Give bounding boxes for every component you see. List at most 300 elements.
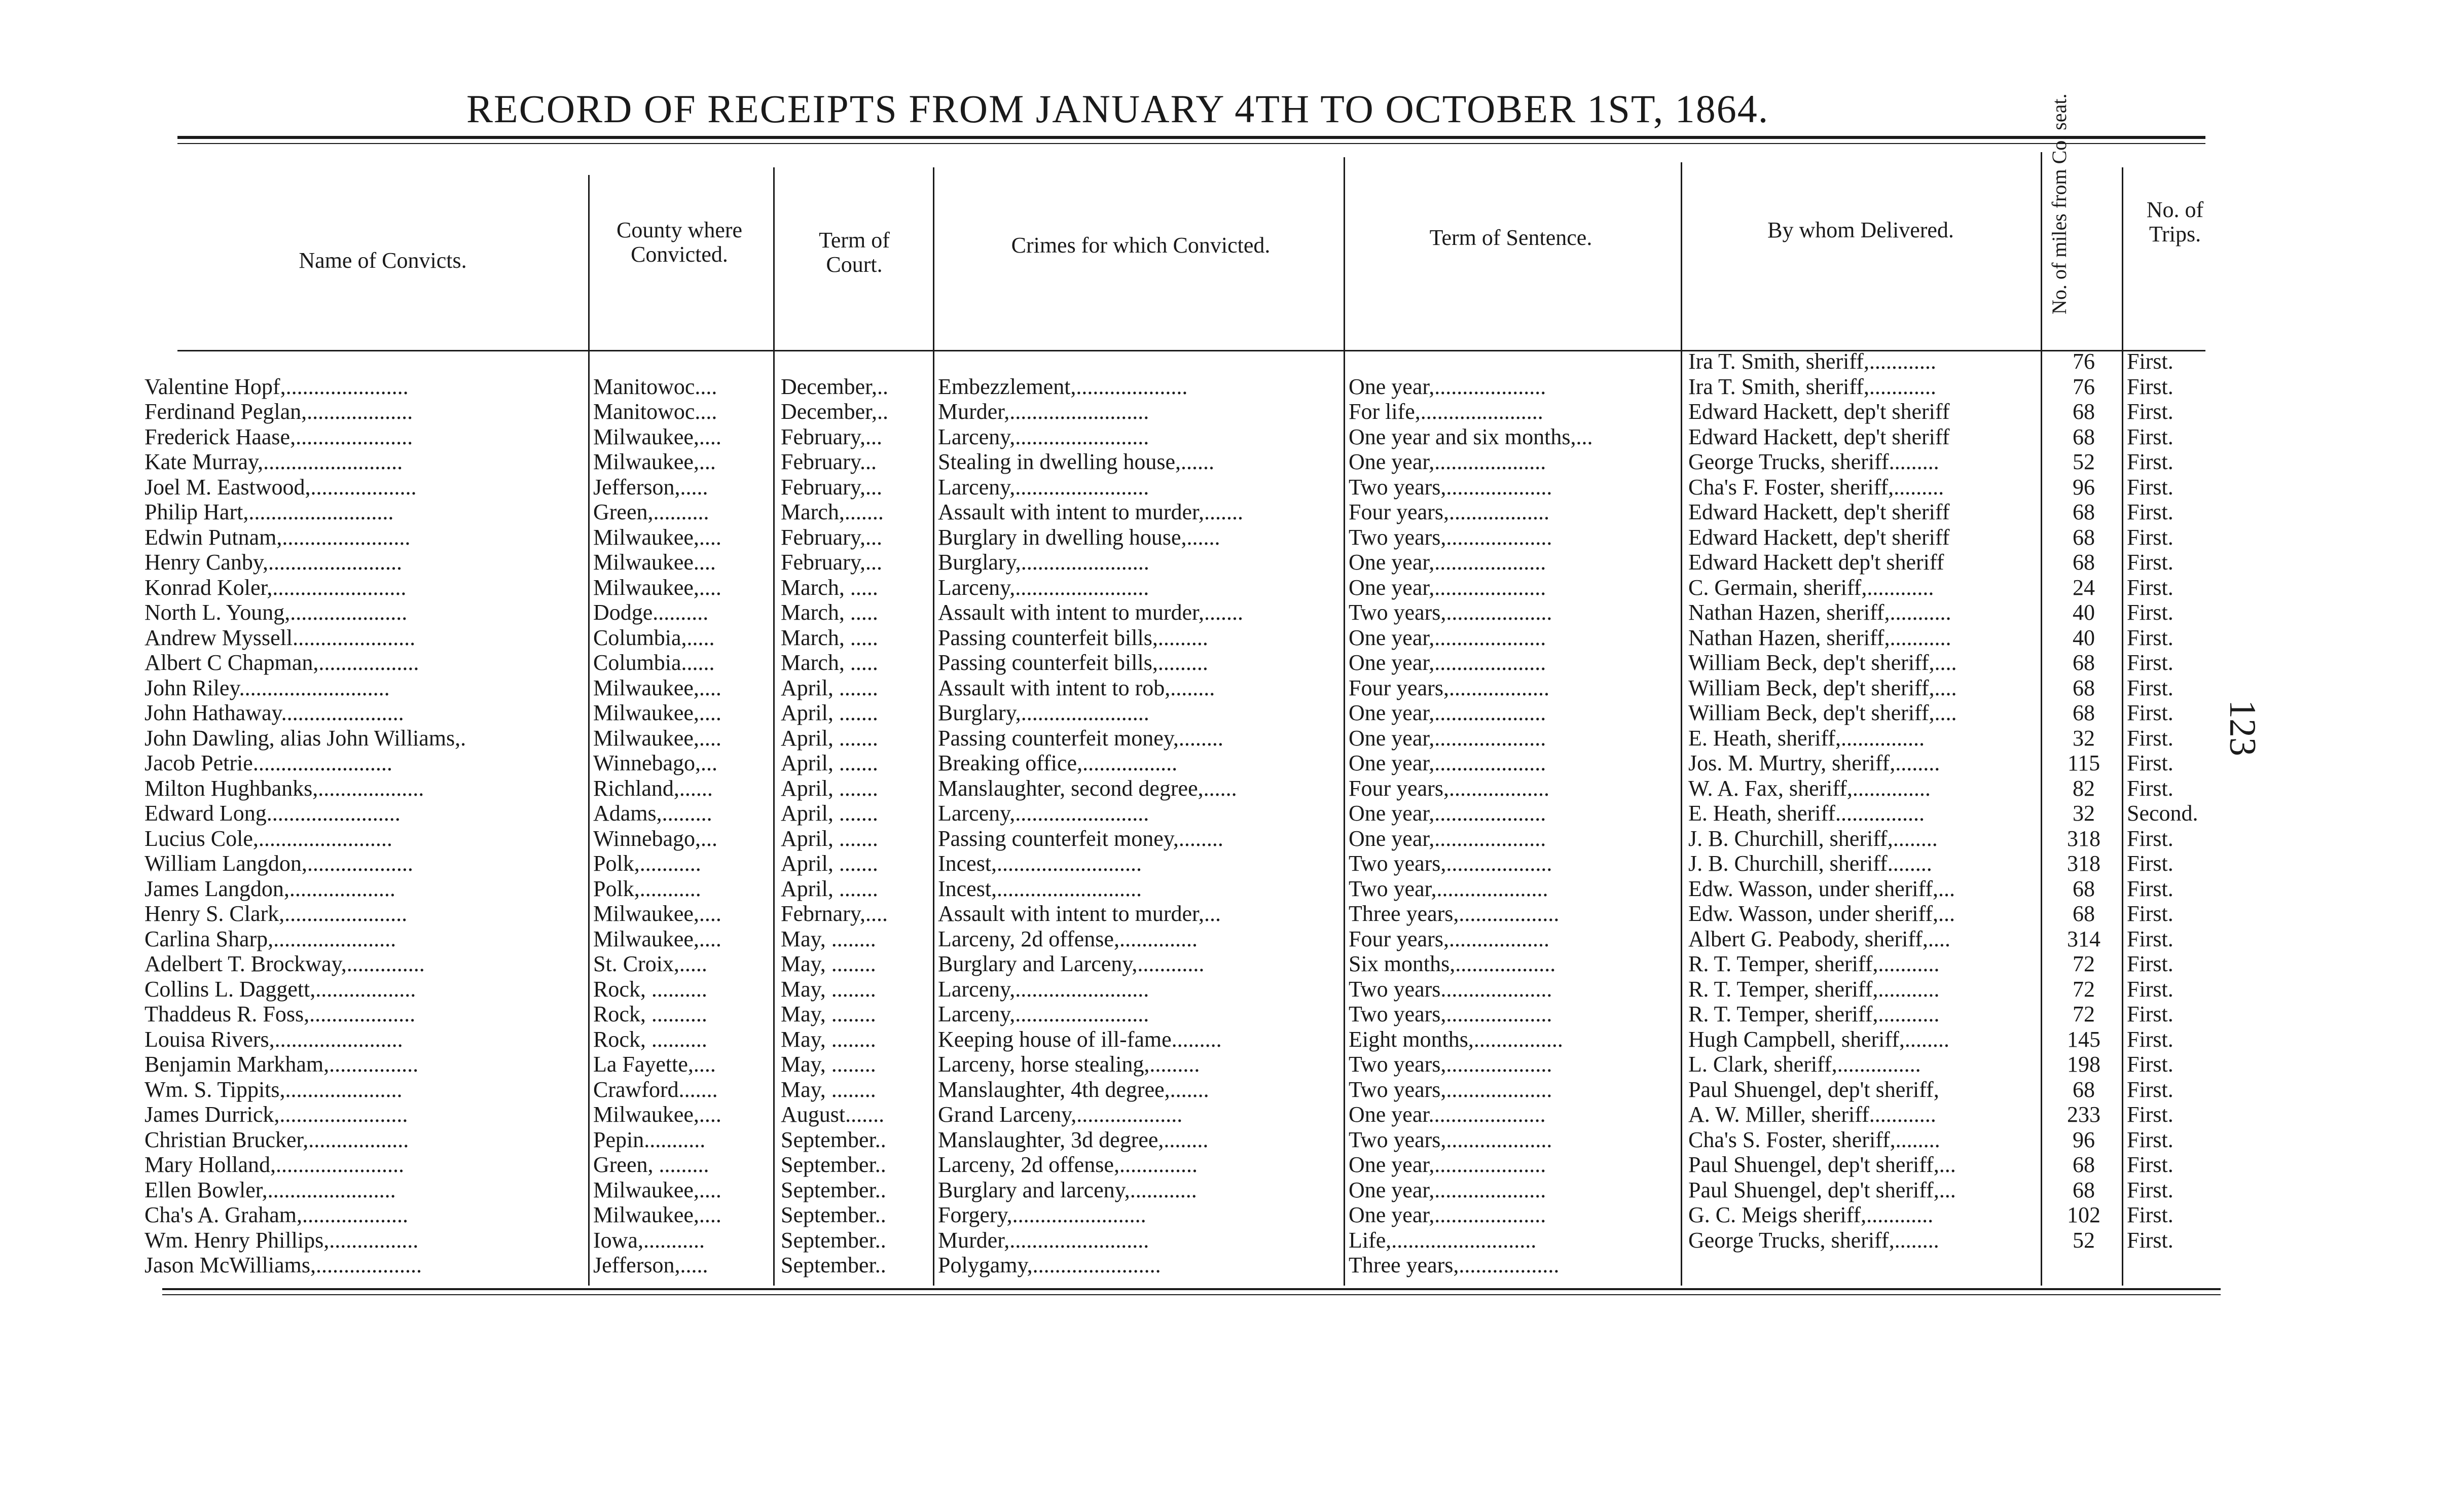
county-cell: Adams,......... [593, 801, 712, 826]
convict-name-cell: Henry Canby,........................ [144, 550, 402, 575]
crime-cell: Larceny,........................ [938, 424, 1149, 449]
crime-cell: Passing counterfeit bills,......... [938, 625, 1208, 650]
delivered-by-cell: A. W. Miller, sheriff............ [1688, 1102, 1936, 1127]
term-of-sentence-cell: One year,.................... [1349, 575, 1546, 600]
crime-cell: Larceny,........................ [938, 976, 1149, 1002]
trips-cell: First. [2127, 524, 2173, 550]
term-of-court-cell: May, ........ [781, 1026, 876, 1052]
crime-cell: Passing counterfeit money,........ [938, 725, 1223, 751]
crime-cell: Assault with intent to murder,....... [938, 600, 1243, 625]
county-cell: Milwaukee,.... [593, 700, 721, 725]
table-row [0, 801, 2464, 826]
trips-cell: First. [2127, 951, 2173, 976]
term-of-sentence-cell: One year,.................... [1349, 725, 1546, 751]
term-of-sentence-cell: One year,.................... [1349, 700, 1546, 725]
miles-cell: 68 [2073, 876, 2095, 901]
trips-cell: First. [2127, 1002, 2173, 1026]
delivered-by-cell: Edward Hackett, dep't sheriff [1688, 500, 1950, 524]
term-of-sentence-cell: Two years.................... [1349, 976, 1552, 1002]
term-of-sentence-cell: Three years,.................. [1349, 1253, 1560, 1277]
crime-cell: Larceny, horse stealing,......... [938, 1052, 1200, 1077]
trips-cell: First. [2127, 926, 2173, 951]
term-of-court-cell: May, ........ [781, 1002, 876, 1026]
convict-name-cell: William Langdon,................... [144, 851, 413, 876]
trips-cell: First. [2127, 349, 2173, 374]
miles-cell: 68 [2073, 424, 2095, 449]
top-rule [177, 136, 2205, 139]
county-cell: Jefferson,..... [593, 1253, 708, 1277]
crime-cell: Manslaughter, 3d degree,........ [938, 1127, 1209, 1152]
trips-cell: First. [2127, 1102, 2173, 1127]
delivered-by-cell: Edward Hackett, dep't sheriff [1688, 524, 1950, 550]
term-of-court-cell: March, ..... [781, 625, 878, 650]
table-row [0, 1027, 2464, 1052]
header-name: Name of Convicts. [299, 248, 467, 273]
header-crime: Crimes for which Convicted. [1011, 233, 1271, 258]
term-of-sentence-cell: Two year,.................... [1349, 876, 1548, 901]
table-row [0, 876, 2464, 902]
term-of-sentence-cell: One year,.................... [1349, 374, 1546, 399]
term-of-sentence-cell: One year,.................... [1349, 1152, 1546, 1177]
delivered-by-cell: L. Clark, sheriff,............... [1688, 1052, 1921, 1077]
term-of-sentence-cell: Two years,................... [1349, 1052, 1552, 1077]
trips-cell: First. [2127, 1152, 2173, 1177]
term-of-court-cell: December,.. [781, 374, 889, 399]
header-county: County where Convicted. [616, 218, 743, 267]
convict-name-cell: Carlina Sharp,...................... [144, 926, 396, 951]
miles-cell: 72 [2073, 1002, 2095, 1026]
term-of-court-cell: September.. [781, 1152, 886, 1177]
miles-cell: 52 [2073, 1227, 2095, 1253]
county-cell: Polk,........... [593, 851, 701, 876]
convict-name-cell: Adelbert T. Brockway,.............. [144, 951, 425, 976]
table-row [0, 726, 2464, 751]
convict-name-cell: Jason McWilliams,................... [144, 1253, 422, 1277]
delivered-by-cell: William Beck, dep't sheriff,.... [1688, 700, 1957, 725]
trips-cell: First. [2127, 851, 2173, 876]
delivered-by-cell: George Trucks, sheriff,........ [1688, 1227, 1939, 1253]
delivered-by-cell: R. T. Temper, sheriff,........... [1688, 1002, 1940, 1026]
term-of-sentence-cell: Two years,................... [1349, 1127, 1552, 1152]
crime-cell: Manslaughter, second degree,...... [938, 775, 1237, 801]
term-of-court-cell: February,... [781, 474, 882, 500]
table-row [0, 600, 2464, 625]
county-cell: Richland,...... [593, 775, 713, 801]
county-cell: La Fayette,.... [593, 1052, 716, 1077]
table-row [0, 1102, 2464, 1127]
delivered-by-cell: William Beck, dep't sheriff,.... [1688, 650, 1957, 675]
county-cell: Pepin........... [593, 1127, 706, 1152]
term-of-sentence-cell: Four years,.................. [1349, 926, 1549, 951]
header-miles: No. of miles from Co. seat. [2048, 93, 2071, 314]
table-row [0, 700, 2464, 726]
term-of-sentence-cell: Two years,................... [1349, 851, 1552, 876]
trips-cell: First. [2127, 826, 2173, 851]
crime-cell: Embezzlement,.................... [938, 374, 1188, 399]
county-cell: Milwaukee,.... [593, 725, 721, 751]
table-row [0, 901, 2464, 927]
convict-name-cell: Andrew Myssell...................... [144, 625, 416, 650]
delivered-by-cell: R. T. Temper, sheriff,........... [1688, 951, 1940, 976]
term-of-court-cell: April, ....... [781, 826, 878, 851]
county-cell: Dodge.......... [593, 600, 709, 625]
trips-cell: First. [2127, 449, 2173, 474]
crime-cell: Burglary in dwelling house,...... [938, 524, 1220, 550]
miles-cell: 318 [2067, 826, 2100, 851]
term-of-sentence-cell: One year and six months,... [1349, 424, 1593, 449]
term-of-court-cell: February,... [781, 424, 882, 449]
table-row [0, 475, 2464, 500]
crime-cell: Burglary,....................... [938, 700, 1149, 725]
table-row [0, 1002, 2464, 1027]
miles-cell: 72 [2073, 951, 2095, 976]
county-cell: Milwaukee,... [593, 449, 716, 474]
delivered-by-cell: C. Germain, sheriff,............ [1688, 575, 1934, 600]
table-row [0, 349, 2464, 374]
term-of-court-cell: April, ....... [781, 876, 878, 901]
table-row [0, 676, 2464, 701]
trips-cell: First. [2127, 600, 2173, 625]
miles-cell: 233 [2067, 1102, 2100, 1127]
trips-cell: First. [2127, 650, 2173, 675]
convict-name-cell: John Dawling, alias John Williams,. [144, 725, 466, 751]
crime-cell: Assault with intent to rob,........ [938, 675, 1215, 700]
term-of-court-cell: February,... [781, 550, 882, 575]
term-of-court-cell: April, ....... [781, 675, 878, 700]
term-of-sentence-cell: Two years,................... [1349, 600, 1552, 625]
convict-name-cell: Joel M. Eastwood,................... [144, 474, 417, 500]
convict-name-cell: Cha's A. Graham,................... [144, 1202, 408, 1227]
crime-cell: Burglary,....................... [938, 550, 1149, 575]
convict-name-cell: Collins L. Daggett,.................. [144, 976, 416, 1002]
county-cell: Milwaukee,.... [593, 901, 721, 926]
term-of-court-cell: May, ........ [781, 1077, 876, 1102]
delivered-by-cell: Edw. Wasson, under sheriff,... [1688, 901, 1955, 926]
table-row [0, 977, 2464, 1002]
trips-cell: First. [2127, 725, 2173, 751]
convict-name-cell: Kate Murray,......................... [144, 449, 403, 474]
term-of-sentence-cell: One year,.................... [1349, 625, 1546, 650]
term-of-sentence-cell: Eight months,................ [1349, 1026, 1563, 1052]
term-of-court-cell: September.. [781, 1127, 886, 1152]
delivered-by-cell: Paul Shuengel, dep't sheriff,... [1688, 1177, 1956, 1202]
crime-cell: Stealing in dwelling house,...... [938, 449, 1215, 474]
convict-name-cell: Christian Brucker,.................. [144, 1127, 409, 1152]
crime-cell: Passing counterfeit money,........ [938, 826, 1223, 851]
term-of-sentence-cell: Four years,.................. [1349, 500, 1549, 524]
crime-cell: Incest,.......................... [938, 851, 1142, 876]
trips-cell: First. [2127, 399, 2173, 424]
trips-cell: First. [2127, 1127, 2173, 1152]
term-of-court-cell: April, ....... [781, 751, 878, 775]
trips-cell: First. [2127, 575, 2173, 600]
convict-name-cell: Milton Hughbanks,................... [144, 775, 424, 801]
table-row [0, 399, 2464, 424]
delivered-by-cell: Edward Hackett, dep't sheriff [1688, 424, 1950, 449]
crime-cell: Larceny,........................ [938, 575, 1149, 600]
convict-name-cell: Edward Long........................ [144, 801, 401, 826]
crime-cell: Larceny, 2d offense,.............. [938, 1152, 1198, 1177]
header-term-court: Term of Court. [819, 228, 890, 277]
delivered-by-cell: William Beck, dep't sheriff,.... [1688, 675, 1957, 700]
convict-name-cell: North L. Young,..................... [144, 600, 408, 625]
trips-cell: First. [2127, 775, 2173, 801]
delivered-by-cell: E. Heath, sheriff................ [1688, 801, 1925, 826]
county-cell: Rock, .......... [593, 976, 707, 1002]
term-of-court-cell: February... [781, 449, 877, 474]
crime-cell: Forgery,........................ [938, 1202, 1146, 1227]
term-of-sentence-cell: One year,.................... [1349, 1177, 1546, 1202]
county-cell: Rock, .......... [593, 1002, 707, 1026]
trips-cell: First. [2127, 976, 2173, 1002]
table-row [0, 550, 2464, 575]
trips-cell: First. [2127, 1052, 2173, 1077]
miles-cell: 115 [2067, 751, 2100, 775]
miles-cell: 82 [2073, 775, 2095, 801]
county-cell: St. Croix,..... [593, 951, 707, 976]
miles-cell: 68 [2073, 1152, 2095, 1177]
crime-cell: Murder,......................... [938, 399, 1149, 424]
term-of-court-cell: March,....... [781, 500, 884, 524]
trips-cell: First. [2127, 1227, 2173, 1253]
term-of-sentence-cell: One year,.................... [1349, 550, 1546, 575]
table-row [0, 650, 2464, 676]
delivered-by-cell: Edward Hackett, dep't sheriff [1688, 399, 1950, 424]
convict-name-cell: John Hathaway...................... [144, 700, 404, 725]
miles-cell: 68 [2073, 1177, 2095, 1202]
trips-cell: First. [2127, 675, 2173, 700]
table-row [0, 776, 2464, 801]
convict-name-cell: Edwin Putnam,....................... [144, 524, 411, 550]
county-cell: Milwaukee,.... [593, 524, 721, 550]
table-row [0, 851, 2464, 876]
county-cell: Milwaukee,.... [593, 675, 721, 700]
trips-cell: First. [2127, 625, 2173, 650]
term-of-court-cell: April, ....... [781, 775, 878, 801]
trips-cell: First. [2127, 1077, 2173, 1102]
term-of-sentence-cell: One year..................... [1349, 1102, 1546, 1127]
county-cell: Jefferson,..... [593, 474, 708, 500]
crime-cell: Polygamy,....................... [938, 1253, 1161, 1277]
table-row [0, 424, 2464, 450]
term-of-court-cell: April, ....... [781, 725, 878, 751]
crime-cell: Larceny, 2d offense,.............. [938, 926, 1198, 951]
crime-cell: Assault with intent to murder,....... [938, 500, 1243, 524]
crime-cell: Burglary and Larceny,............ [938, 951, 1205, 976]
county-cell: Columbia...... [593, 650, 715, 675]
trips-cell: First. [2127, 1177, 2173, 1202]
miles-cell: 68 [2073, 1077, 2095, 1102]
trips-cell: Second. [2127, 801, 2198, 826]
miles-cell: 68 [2073, 399, 2095, 424]
delivered-by-cell: Cha's F. Foster, sheriff,......... [1688, 474, 1944, 500]
crime-cell: Incest,.......................... [938, 876, 1142, 901]
convict-name-cell: Ferdinand Peglan,................... [144, 399, 413, 424]
trips-cell: First. [2127, 1202, 2173, 1227]
convict-name-cell: Ellen Bowler,....................... [144, 1177, 396, 1202]
miles-cell: 68 [2073, 524, 2095, 550]
delivered-by-cell: G. C. Meigs sheriff,............ [1688, 1202, 1934, 1227]
term-of-sentence-cell: Two years,................... [1349, 524, 1552, 550]
table-row [0, 751, 2464, 776]
county-cell: Rock, .......... [593, 1026, 707, 1052]
table-row [0, 1202, 2464, 1228]
miles-cell: 68 [2073, 700, 2095, 725]
miles-cell: 24 [2073, 575, 2095, 600]
county-cell: Milwaukee,.... [593, 1202, 721, 1227]
term-of-court-cell: September.. [781, 1227, 886, 1253]
crime-cell: Manslaughter, 4th degree,....... [938, 1077, 1209, 1102]
delivered-by-cell: J. B. Churchill, sheriff........ [1688, 851, 1932, 876]
term-of-sentence-cell: For life,...................... [1349, 399, 1543, 424]
delivered-by-cell: Paul Shuengel, dep't sheriff, [1688, 1077, 1939, 1102]
trips-cell: First. [2127, 901, 2173, 926]
county-cell: Milwaukee,.... [593, 424, 721, 449]
term-of-sentence-cell: One year,.................... [1349, 826, 1546, 851]
table-row [0, 1228, 2464, 1253]
term-of-sentence-cell: Life,.......................... [1349, 1227, 1537, 1253]
miles-cell: 40 [2073, 625, 2095, 650]
table-row [0, 625, 2464, 651]
county-cell: Green, ......... [593, 1152, 709, 1177]
convict-name-cell: Wm. S. Tippits,..................... [144, 1077, 403, 1102]
crime-cell: Assault with intent to murder,... [938, 901, 1221, 926]
crime-cell: Murder,......................... [938, 1227, 1149, 1253]
term-of-sentence-cell: One year,.................... [1349, 449, 1546, 474]
term-of-court-cell: April, ....... [781, 801, 878, 826]
county-cell: Columbia,..... [593, 625, 715, 650]
term-of-court-cell: May, ........ [781, 951, 876, 976]
convict-name-cell: Louisa Rivers,....................... [144, 1026, 403, 1052]
term-of-court-cell: December,.. [781, 399, 889, 424]
term-of-court-cell: May, ........ [781, 976, 876, 1002]
table-row [0, 500, 2464, 525]
term-of-court-cell: September.. [781, 1177, 886, 1202]
county-cell: Crawford....... [593, 1077, 718, 1102]
table-row [0, 374, 2464, 400]
convict-name-cell: Thaddeus R. Foss,................... [144, 1002, 416, 1026]
convict-name-cell: Mary Holland,....................... [144, 1152, 405, 1177]
delivered-by-cell: Cha's S. Foster, sheriff,........ [1688, 1127, 1940, 1152]
county-cell: Milwaukee,.... [593, 1102, 721, 1127]
table-row [0, 1077, 2464, 1103]
bottom-rule-thin [162, 1294, 2221, 1295]
term-of-court-cell: February,... [781, 524, 882, 550]
delivered-by-cell: Paul Shuengel, dep't sheriff,... [1688, 1152, 1956, 1177]
delivered-by-cell: Nathan Hazen, sheriff,........... [1688, 600, 1951, 625]
term-of-court-cell: May, ........ [781, 926, 876, 951]
term-of-sentence-cell: Two years,................... [1349, 474, 1552, 500]
trips-cell: First. [2127, 751, 2173, 775]
delivered-by-cell: Nathan Hazen, sheriff,........... [1688, 625, 1951, 650]
miles-cell: 76 [2073, 374, 2095, 399]
county-cell: Winnebago,... [593, 826, 718, 851]
trips-cell: First. [2127, 700, 2173, 725]
delivered-by-cell: W. A. Fax, sheriff,.............. [1688, 775, 1931, 801]
term-of-court-cell: September.. [781, 1202, 886, 1227]
convict-name-cell: Lucius Cole,........................ [144, 826, 392, 851]
convict-name-cell: James Durrick,....................... [144, 1102, 408, 1127]
miles-cell: 68 [2073, 500, 2095, 524]
delivered-by-cell: Albert G. Peabody, sheriff,.... [1688, 926, 1950, 951]
table-row [0, 951, 2464, 977]
convict-name-cell: Valentine Hopf,...................... [144, 374, 409, 399]
miles-cell: 76 [2073, 349, 2095, 374]
term-of-sentence-cell: One year,.................... [1349, 1202, 1546, 1227]
convict-name-cell: Benjamin Markham,................ [144, 1052, 419, 1077]
crime-cell: Grand Larceny,................... [938, 1102, 1183, 1127]
header-delivered: By whom Delivered. [1767, 218, 1954, 242]
county-cell: Manitowoc.... [593, 399, 717, 424]
delivered-by-cell: J. B. Churchill, sheriff,........ [1688, 826, 1938, 851]
miles-cell: 52 [2073, 449, 2095, 474]
county-cell: Winnebago,... [593, 751, 718, 775]
miles-cell: 72 [2073, 976, 2095, 1002]
table-row [0, 1178, 2464, 1203]
term-of-court-cell: Febrnary,.... [781, 901, 888, 926]
miles-cell: 96 [2073, 474, 2095, 500]
term-of-sentence-cell: One year,.................... [1349, 650, 1546, 675]
delivered-by-cell: Hugh Campbell, sheriff,........ [1688, 1026, 1949, 1052]
trips-cell: First. [2127, 876, 2173, 901]
miles-cell: 318 [2067, 851, 2100, 876]
trips-cell: First. [2127, 424, 2173, 449]
delivered-by-cell: R. T. Temper, sheriff,........... [1688, 976, 1940, 1002]
term-of-court-cell: September.. [781, 1253, 886, 1277]
term-of-sentence-cell: Four years,.................. [1349, 675, 1549, 700]
county-cell: Green,.......... [593, 500, 709, 524]
county-cell: Polk,........... [593, 876, 701, 901]
delivered-by-cell: George Trucks, sheriff......... [1688, 449, 1939, 474]
crime-cell: Larceny,........................ [938, 474, 1149, 500]
table-row [0, 1127, 2464, 1153]
miles-cell: 32 [2073, 725, 2095, 751]
term-of-court-cell: April, ....... [781, 851, 878, 876]
trips-cell: First. [2127, 550, 2173, 575]
miles-cell: 68 [2073, 550, 2095, 575]
delivered-by-cell: Edw. Wasson, under sheriff,... [1688, 876, 1955, 901]
header-sentence: Term of Sentence. [1429, 225, 1592, 250]
table-row [0, 1253, 2464, 1278]
miles-cell: 145 [2067, 1026, 2100, 1052]
table-row [0, 1152, 2464, 1178]
delivered-by-cell: Ira T. Smith, sheriff,............ [1688, 374, 1936, 399]
term-of-sentence-cell: One year,.................... [1349, 751, 1546, 775]
term-of-sentence-cell: Three years,.................. [1349, 901, 1560, 926]
convict-name-cell: James Langdon,................... [144, 876, 395, 901]
top-rule-thin [177, 143, 2205, 144]
table-row [0, 927, 2464, 952]
delivered-by-cell: Ira T. Smith, sheriff,............ [1688, 349, 1936, 374]
table-row [0, 525, 2464, 550]
convict-name-cell: Wm. Henry Phillips,................ [144, 1227, 419, 1253]
term-of-court-cell: March, ..... [781, 575, 878, 600]
page-title: RECORD OF RECEIPTS FROM JANUARY 4TH TO OCTOBER 1ST, 1864. [466, 87, 1769, 131]
miles-cell: 198 [2067, 1052, 2100, 1077]
term-of-sentence-cell: Six months,.................. [1349, 951, 1556, 976]
crime-cell: Passing counterfeit bills,......... [938, 650, 1208, 675]
trips-cell: First. [2127, 500, 2173, 524]
term-of-court-cell: March, ..... [781, 650, 878, 675]
term-of-sentence-cell: One year,.................... [1349, 801, 1546, 826]
county-cell: Milwaukee.... [593, 550, 716, 575]
convict-name-cell: Albert C Chapman,.................. [144, 650, 419, 675]
trips-cell: First. [2127, 374, 2173, 399]
term-of-court-cell: May, ........ [781, 1052, 876, 1077]
miles-cell: 68 [2073, 901, 2095, 926]
header-trips: No. of Trips. [2146, 197, 2204, 246]
convict-name-cell: Henry S. Clark,...................... [144, 901, 408, 926]
